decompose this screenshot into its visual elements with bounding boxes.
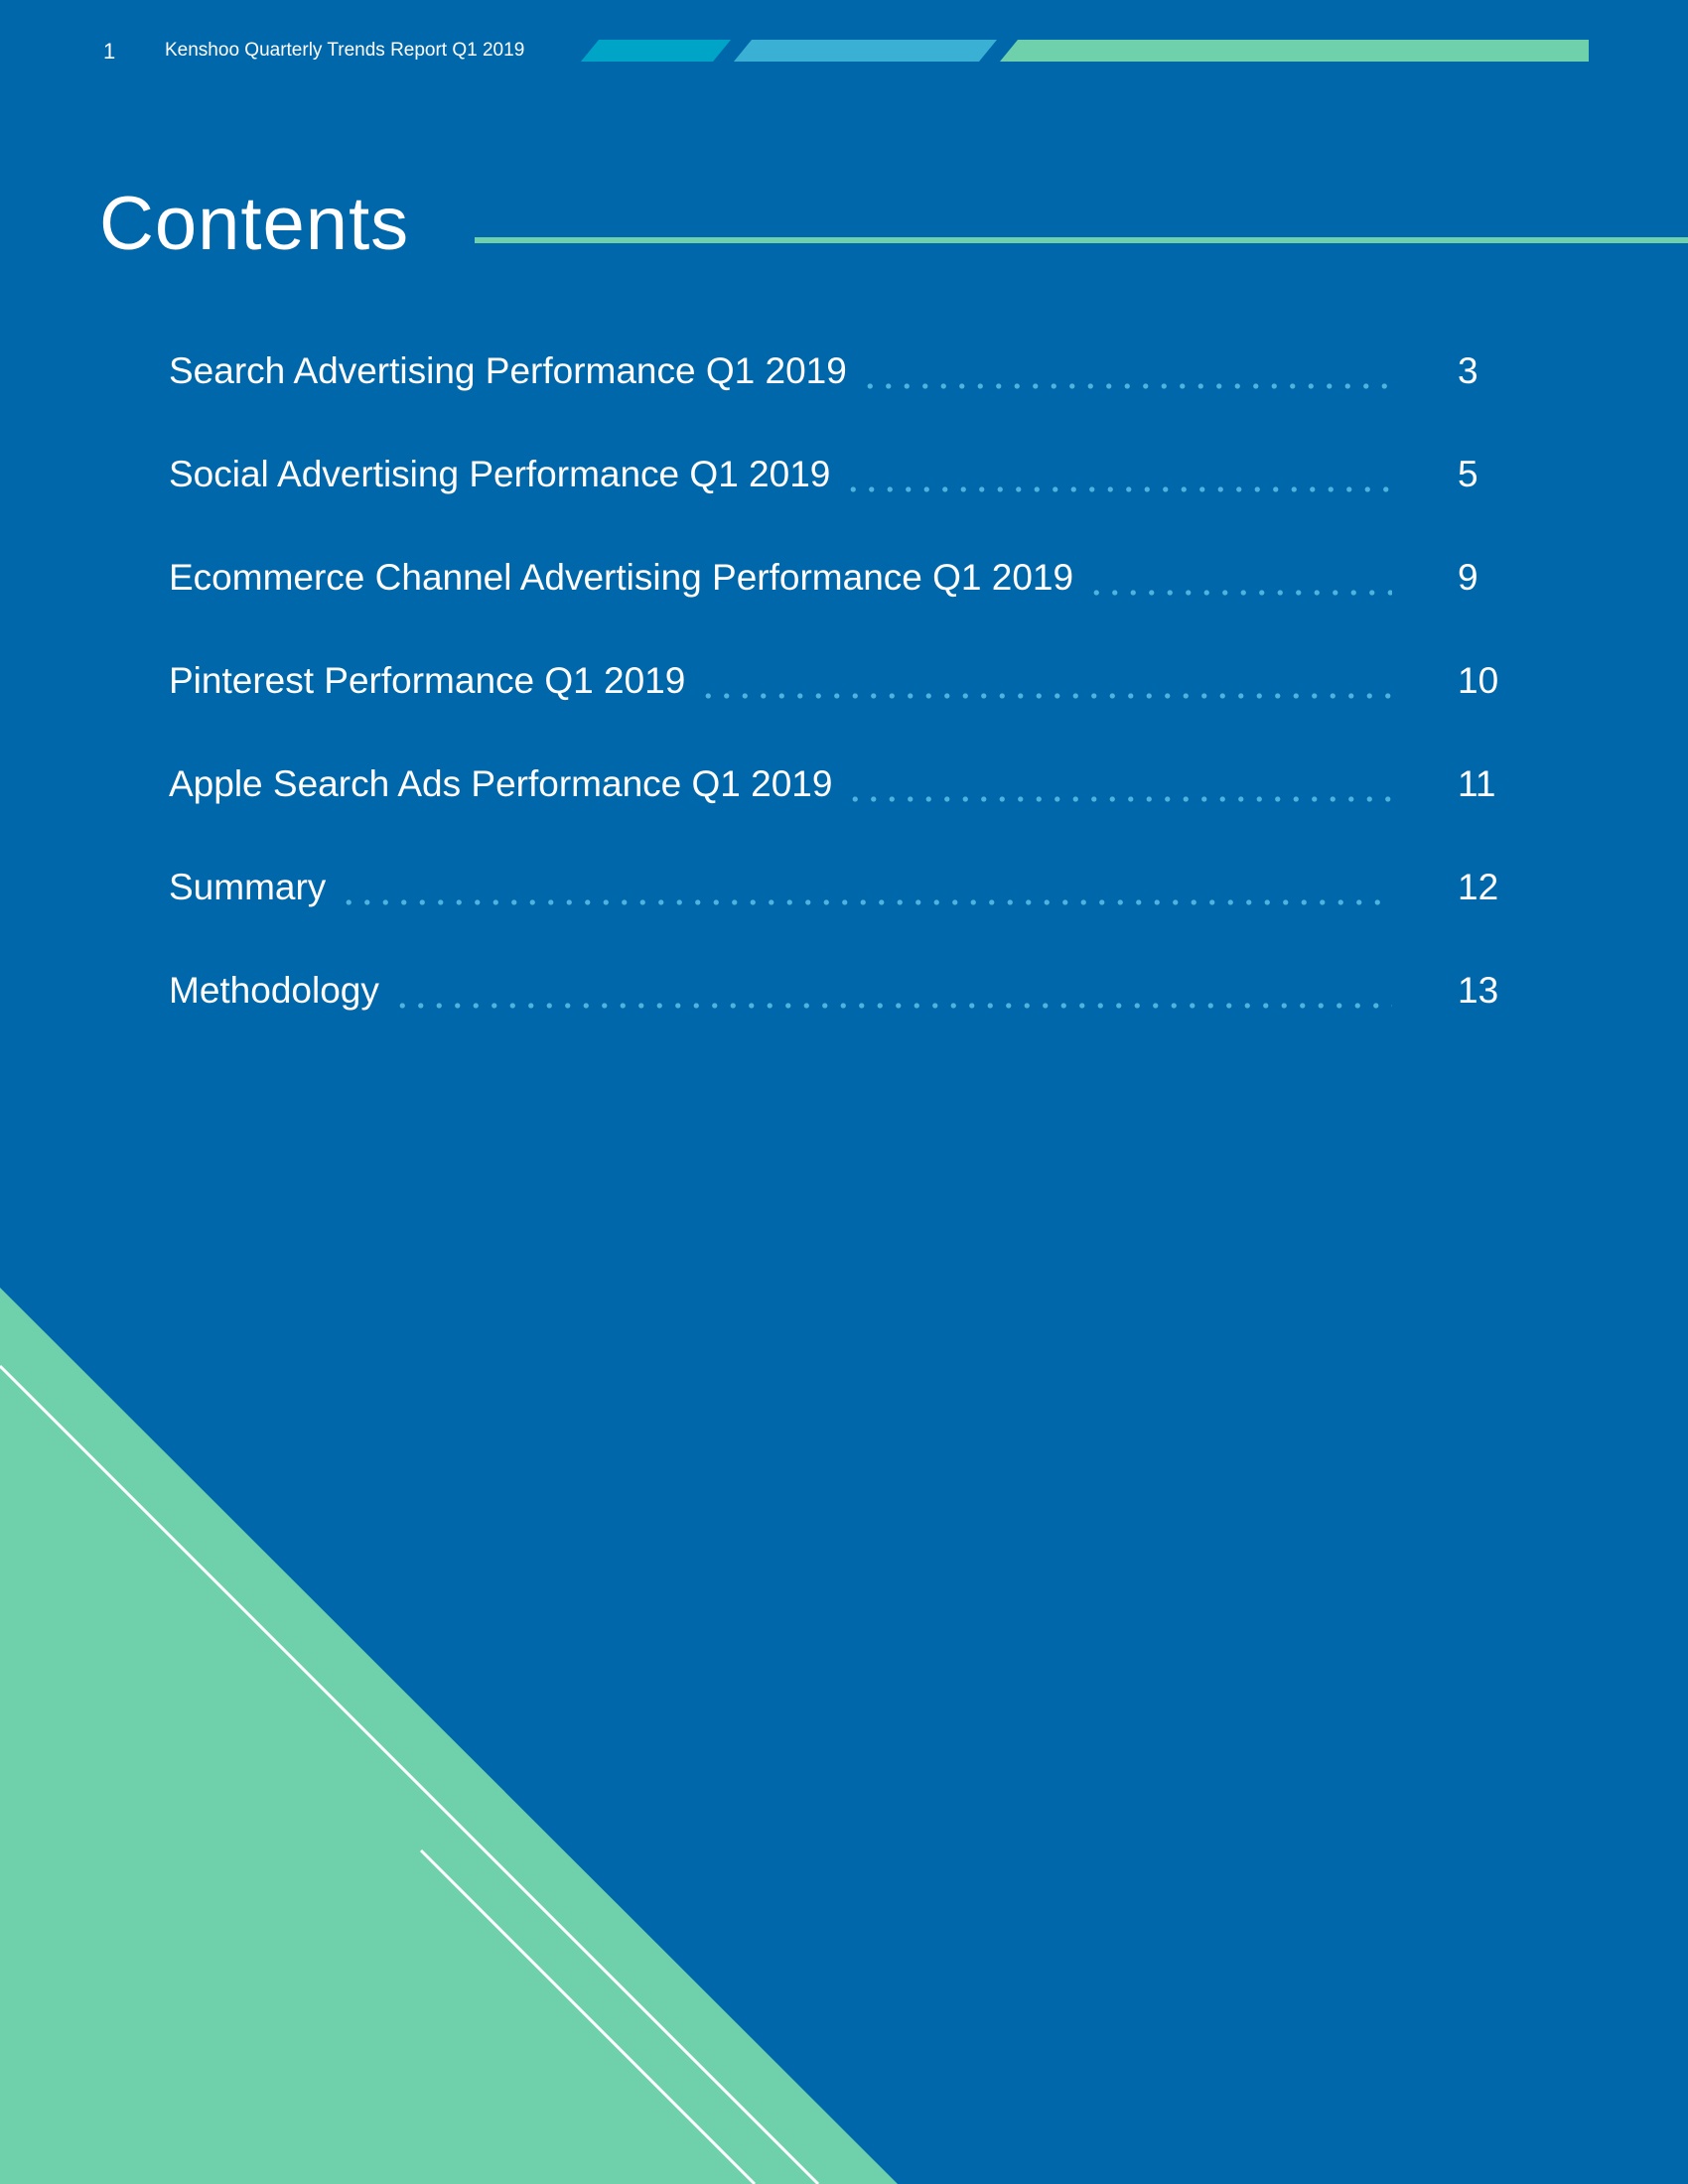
toc-entry-ecommerce-channel[interactable] [169,556,1509,659]
toc-dot-leader [393,1002,1392,1010]
toc-entry-pinterest[interactable] [169,659,1509,762]
toc-entry-search-advertising[interactable] [169,349,1509,453]
toc-entry-page: 3 [1458,350,1478,391]
toc-entry-page: 12 [1458,867,1499,907]
header-page-number: 1 [103,39,116,64]
toc-entry-label: Methodology [169,970,379,1011]
toc-dot-leader [846,795,1392,803]
toc-entry-page: 11 [1458,763,1496,804]
toc-entry-page: 10 [1458,660,1499,701]
header-report-title: Kenshoo Quarterly Trends Report Q1 2019 [165,40,525,61]
toc-entry-label: Ecommerce Channel Advertising Performance Q1 2019 [169,557,1074,598]
toc-entry-page: 13 [1458,970,1499,1011]
toc-entry-label: Apple Search Ads Performance Q1 2019 [169,763,833,804]
toc-entry-summary[interactable] [169,866,1509,969]
corner-green-triangle [0,1288,898,2184]
toc-dot-leader [861,382,1392,390]
toc-entry-social-advertising[interactable] [169,453,1509,556]
toc-entry-label: Social Advertising Performance Q1 2019 [169,454,831,494]
toc-dot-leader [699,692,1392,700]
contents-heading: Contents [99,182,410,266]
toc-entry-apple-search-ads[interactable] [169,762,1509,866]
toc-entry-page: 9 [1458,557,1478,598]
toc-dot-leader [340,898,1392,906]
toc-entry-label: Summary [169,867,327,907]
toc-entry-page: 5 [1458,454,1478,494]
toc-entry-label: Pinterest Performance Q1 2019 [169,660,686,701]
header-bar-light-blue [734,40,997,62]
corner-line-short [421,1850,755,2184]
header-bar-green [1000,40,1589,62]
contents-heading-rule [475,237,1688,243]
toc-entry-label: Search Advertising Performance Q1 2019 [169,350,847,391]
header-bar-teal [581,40,731,62]
table-of-contents [169,349,1509,1072]
toc-dot-leader [1087,589,1392,597]
toc-dot-leader [844,485,1392,493]
toc-entry-methodology[interactable] [169,969,1509,1072]
corner-line-long [0,1366,818,2184]
